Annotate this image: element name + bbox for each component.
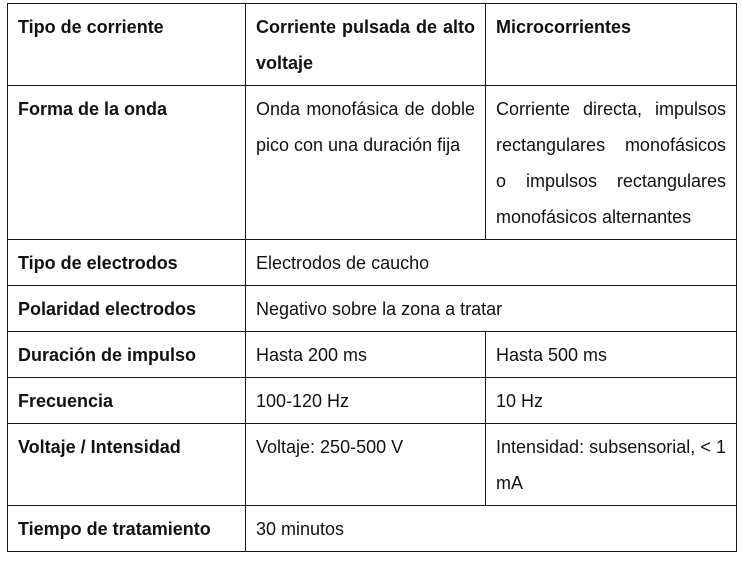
table-row: [8, 506, 737, 552]
table-row: [8, 86, 737, 240]
table-cell: Intensidad: subsensorial, < 1 mA: [486, 424, 737, 506]
table-cell: Hasta 200 ms: [246, 332, 486, 378]
table-cell: 100-120 Hz: [246, 378, 486, 424]
table-row: [8, 240, 737, 286]
table-row: [8, 332, 737, 378]
row-label: Tiempo de tratamiento: [8, 506, 246, 552]
table-row: [8, 286, 737, 332]
table-cell: 10 Hz: [486, 378, 737, 424]
table-cell: Electrodos de caucho: [246, 240, 737, 286]
table-cell: Voltaje: 250-500 V: [246, 424, 486, 506]
header-high-voltage: Corriente pulsada de alto voltaje: [246, 4, 486, 86]
row-label: Duración de impulso: [8, 332, 246, 378]
row-label: Voltaje / Intensidad: [8, 424, 246, 506]
row-label: Polaridad electrodos: [8, 286, 246, 332]
table-cell: Hasta 500 ms: [486, 332, 737, 378]
header-current-type: Tipo de corriente: [8, 4, 246, 86]
row-label: Tipo de electrodos: [8, 240, 246, 286]
table-header-row: [8, 4, 737, 86]
table-cell: Onda monofásica de doble pico con una duración fija: [246, 86, 486, 240]
table-row: [8, 424, 737, 506]
row-label: Frecuencia: [8, 378, 246, 424]
table-cell: Corriente directa, impulsos rectangulares monofásicos o impulsos rectangulares monofásicos alternantes: [486, 86, 737, 240]
table-row: [8, 378, 737, 424]
table-cell: 30 minutos: [246, 506, 737, 552]
row-label: Forma de la onda: [8, 86, 246, 240]
comparison-table: [7, 3, 737, 552]
header-microcurrents: Microcorrientes: [486, 4, 737, 86]
table-cell: Negativo sobre la zona a tratar: [246, 286, 737, 332]
